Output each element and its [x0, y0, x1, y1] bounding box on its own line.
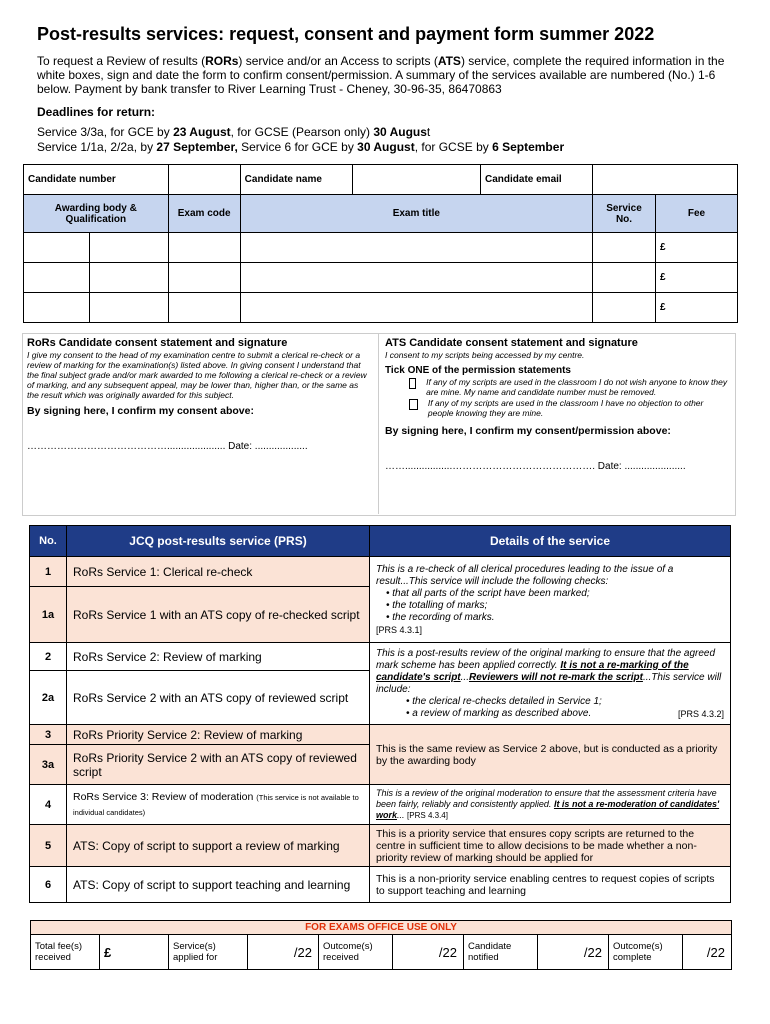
- table-row: [30, 643, 731, 671]
- candidate-email-input[interactable]: [593, 165, 738, 195]
- exam-title-input[interactable]: [240, 233, 592, 263]
- row-no: 3: [30, 725, 67, 745]
- table-row: [24, 263, 738, 293]
- ats-consent-heading: ATS Candidate consent statement and signature: [385, 337, 638, 349]
- row-no: 6: [30, 867, 67, 903]
- page-title: Post-results services: request, consent and payment form summer 2022: [37, 24, 655, 44]
- details-service-5: This is a priority service that ensures copy scripts are returned to the centre in sufficient time to allow decisions to be made whether a non-priority review of marking should be applied for: [370, 825, 731, 867]
- checkbox-icon[interactable]: [409, 378, 416, 389]
- candidate-number-label: Candidate number: [24, 165, 169, 195]
- outcomes-complete-input[interactable]: /22: [683, 935, 732, 970]
- service-no-input[interactable]: [593, 293, 656, 323]
- candidate-name-label: Candidate name: [240, 165, 352, 195]
- ats-tick-instruction: Tick ONE of the permission statements: [385, 365, 571, 376]
- fee-header: Fee: [656, 195, 738, 233]
- table-row: [30, 557, 731, 587]
- row-no: 3a: [30, 745, 67, 785]
- service-no-header: Service No.: [593, 195, 656, 233]
- service-no-input[interactable]: [593, 233, 656, 263]
- awarding-input[interactable]: [24, 263, 90, 293]
- candidate-notified-label: Candidate notified: [464, 935, 538, 970]
- candidate-notified-input[interactable]: /22: [538, 935, 609, 970]
- exam-code-header: Exam code: [168, 195, 240, 233]
- rors-confirm-text: By signing here, I confirm my consent above:: [27, 405, 254, 417]
- details-service-6: This is a non-priority service enabling centres to request copies of scripts to support teaching and learning: [370, 867, 731, 903]
- fee-input[interactable]: £: [656, 263, 738, 293]
- exam-title-header: Exam title: [240, 195, 592, 233]
- service-name: RoRs Service 2: Review of marking: [67, 643, 370, 671]
- services-applied-input[interactable]: /22: [248, 935, 319, 970]
- office-use-table: [30, 920, 732, 970]
- outcomes-received-label: Outcome(s) received: [319, 935, 393, 970]
- services-applied-label: Service(s) applied for: [169, 935, 248, 970]
- table-row: [30, 785, 731, 825]
- prs-table: [29, 525, 731, 903]
- service-name: RoRs Priority Service 2 with an ATS copy of reviewed script: [67, 745, 370, 785]
- service-no-input[interactable]: [593, 263, 656, 293]
- table-row: [24, 293, 738, 323]
- col-service-header: JCQ post-results service (PRS): [67, 526, 370, 557]
- row-no: 5: [30, 825, 67, 867]
- ats-signature-line[interactable]: …….................……………………………………. Date: ......................: [385, 461, 686, 472]
- awarding-body-header: Awarding body & Qualification: [24, 195, 169, 233]
- ats-confirm-text: By signing here, I confirm my consent/permission above:: [385, 425, 671, 437]
- ats-option-1[interactable]: If any of my scripts are used in the classroom I do not wish anyone to know they are mine. My name and candidate number must be removed.: [409, 377, 730, 397]
- outcomes-complete-label: Outcome(s) complete: [609, 935, 683, 970]
- service-name: RoRs Service 1: Clerical re-check: [67, 557, 370, 587]
- consent-divider: [378, 333, 379, 514]
- ats-consent-text: I consent to my scripts being accessed by my centre.: [385, 350, 585, 360]
- office-heading: FOR EXAMS OFFICE USE ONLY: [31, 921, 732, 935]
- row-no: 2a: [30, 671, 67, 725]
- rors-consent: [27, 338, 372, 452]
- service-name: RoRs Service 3: Review of moderation (This service is not available to individual candidates): [67, 785, 370, 825]
- row-no: 2: [30, 643, 67, 671]
- fee-input[interactable]: £: [656, 233, 738, 263]
- details-service-1: This is a re-check of all clerical procedures leading to the issue of a result...This service will include the following checks: • that all parts of the script have been marked; • the totalling of marks; • the recording of marks. [PRS 4.3.1]: [370, 557, 731, 643]
- awarding-input[interactable]: [24, 233, 90, 263]
- deadline-line-1: Service 3/3a, for GCE by 23 August, for GCSE (Pearson only) 30 August: [37, 125, 431, 139]
- rors-consent-text: I give my consent to the head of my examination centre to submit a clerical re-check or a review of marking for the examination(s) listed above. In giving consent I understand that the final subject grade and/or mark awarded to me following a clerical re-check or a review of marking, and any subsequent appeal, may be lower than, higher than, or the same as the result which was originally awarded for this subject.: [27, 350, 367, 400]
- details-service-2: This is a post-results review of the original marking to ensure that the agreed mark scheme has been applied correctly. It is not a re-marking of the candidate's script...Reviewers will not re-mark the script...This service will include: • the clerical re-checks detailed in Service 1; • a review of marking as described above. [PRS 4.3.2]: [370, 643, 731, 725]
- exam-code-input[interactable]: [168, 293, 240, 323]
- total-fees-label: Total fee(s) received: [31, 935, 100, 970]
- col-details-header: Details of the service: [370, 526, 731, 557]
- exam-code-input[interactable]: [168, 263, 240, 293]
- table-row: [30, 825, 731, 867]
- service-name: RoRs Priority Service 2: Review of marking: [67, 725, 370, 745]
- details-service-3: This is the same review as Service 2 above, but is conducted as a priority by the awarding body: [370, 725, 731, 785]
- qualification-input[interactable]: [90, 263, 169, 293]
- checkbox-icon[interactable]: [409, 399, 418, 410]
- service-name: ATS: Copy of script to support a review of marking: [67, 825, 370, 867]
- service-name: RoRs Service 2 with an ATS copy of reviewed script: [67, 671, 370, 725]
- details-service-4: This is a review of the original moderation to ensure that the assessment criteria have been fairly, reliably and consistently applied. It is not a re-moderation of candidates' work... [PRS 4.3.4]: [370, 785, 731, 825]
- qualification-input[interactable]: [90, 233, 169, 263]
- rors-consent-heading: RoRs Candidate consent statement and signature: [27, 337, 288, 349]
- candidate-number-input[interactable]: [168, 165, 240, 195]
- deadlines-heading: Deadlines for return:: [37, 105, 156, 119]
- table-row: [30, 867, 731, 903]
- service-name: ATS: Copy of script to support teaching and learning: [67, 867, 370, 903]
- deadline-line-2: Service 1/1a, 2/2a, by 27 September, Service 6 for GCE by 30 August, for GCSE by 6 September: [37, 140, 565, 154]
- candidate-table: [23, 164, 738, 323]
- row-no: 4: [30, 785, 67, 825]
- fee-input[interactable]: £: [656, 293, 738, 323]
- candidate-email-label: Candidate email: [481, 165, 593, 195]
- rors-signature-line[interactable]: ……………………………………..................... Date: ...................: [27, 441, 308, 452]
- awarding-input[interactable]: [24, 293, 90, 323]
- table-row: [24, 233, 738, 263]
- col-no-header: No.: [30, 526, 67, 557]
- exam-code-input[interactable]: [168, 233, 240, 263]
- table-row: [30, 725, 731, 745]
- outcomes-received-input[interactable]: /22: [393, 935, 464, 970]
- exam-title-input[interactable]: [240, 293, 592, 323]
- row-no: 1a: [30, 587, 67, 643]
- service-name: RoRs Service 1 with an ATS copy of re-checked script: [67, 587, 370, 643]
- ats-consent: [385, 338, 730, 472]
- candidate-name-input[interactable]: [352, 165, 480, 195]
- row-no: 1: [30, 557, 67, 587]
- qualification-input[interactable]: [90, 293, 169, 323]
- exam-title-input[interactable]: [240, 263, 592, 293]
- intro-paragraph: To request a Review of results (RORs) service and/or an Access to scripts (ATS) service, complete the required information in the white boxes, sign and date the form to confirm consent/permission. A summary of the services available are numbered (No.) 1-6 below. Payment by bank transfer to River Learning Trust - Cheney, 30-96-35, 86470863: [37, 54, 725, 96]
- ats-option-2[interactable]: If any of my scripts are used in the classroom I have no objection to other people knowing they are mine.: [409, 398, 730, 418]
- total-fees-input[interactable]: £: [100, 935, 169, 970]
